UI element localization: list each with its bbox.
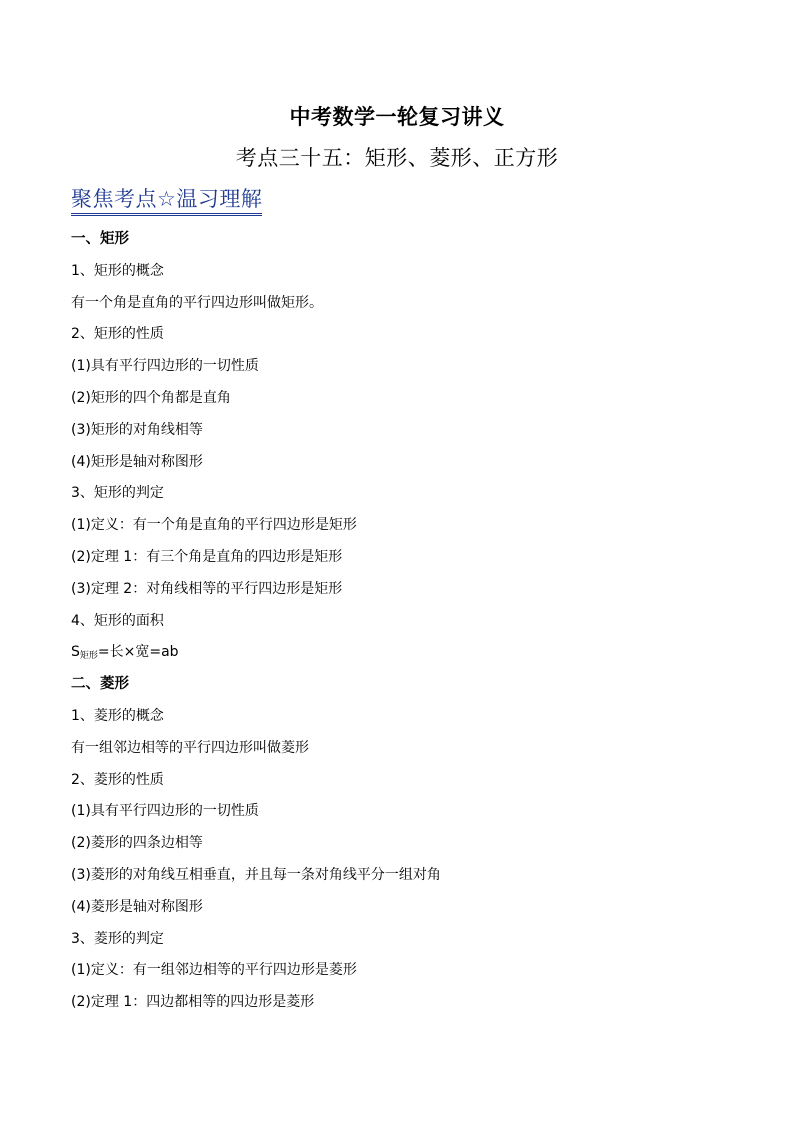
text-line: (1)具有平行四边形的一切性质 xyxy=(71,358,259,375)
formula-subscript: 矩形 xyxy=(79,651,98,662)
text-line: (1)定义：有一组邻边相等的平行四边形是菱形 xyxy=(71,962,357,979)
text-line: (3)矩形的对角线相等 xyxy=(71,421,203,438)
section-heading: 一、矩形 xyxy=(71,231,129,247)
text-line: (1)具有平行四边形的一切性质 xyxy=(71,803,259,820)
document-subtitle: 考点三十五：矩形、菱形、正方形 xyxy=(235,146,559,170)
text-line: 1、矩形的概念 xyxy=(71,262,164,279)
text-line: (2)矩形的四个角都是直角 xyxy=(71,389,231,406)
text-line: 有一组邻边相等的平行四边形叫做菱形 xyxy=(71,739,309,756)
text-line: 3、菱形的判定 xyxy=(71,930,164,947)
document-title: 中考数学一轮复习讲义 xyxy=(289,104,505,129)
text-line: 3、矩形的判定 xyxy=(71,485,164,502)
text-line: (2)菱形的四条边相等 xyxy=(71,835,203,852)
text-line: (2)定理 1：有三个角是直角的四边形是矩形 xyxy=(71,548,343,565)
text-line: 4、矩形的面积 xyxy=(71,612,164,629)
text-line: 有一个角是直角的平行四边形叫做矩形。 xyxy=(71,294,323,311)
text-line: 1、菱形的概念 xyxy=(71,707,164,724)
text-line: (3)定理 2：对角线相等的平行四边形是矩形 xyxy=(71,580,343,597)
text-line: (2)定理 1：四边都相等的四边形是菱形 xyxy=(71,994,315,1011)
text-line: (4)矩形是轴对称图形 xyxy=(71,453,203,470)
content-lines xyxy=(71,224,751,1019)
text-line: 2、菱形的性质 xyxy=(71,771,164,788)
section-heading: 二、菱形 xyxy=(71,676,129,693)
formula-rest: =长×宽=ab xyxy=(97,644,179,661)
section-banner: 聚焦考点☆温习理解 xyxy=(71,185,262,216)
text-line: (3)菱形的对角线互相垂直，并且每一条对角线平分一组对角 xyxy=(71,866,441,883)
area-formula xyxy=(71,637,751,669)
formula-symbol: S xyxy=(71,644,80,661)
text-line: 2、矩形的性质 xyxy=(71,326,164,343)
text-line: (1)定义：有一个角是直角的平行四边形是矩形 xyxy=(71,517,357,534)
text-line: (4)菱形是轴对称图形 xyxy=(71,898,203,915)
